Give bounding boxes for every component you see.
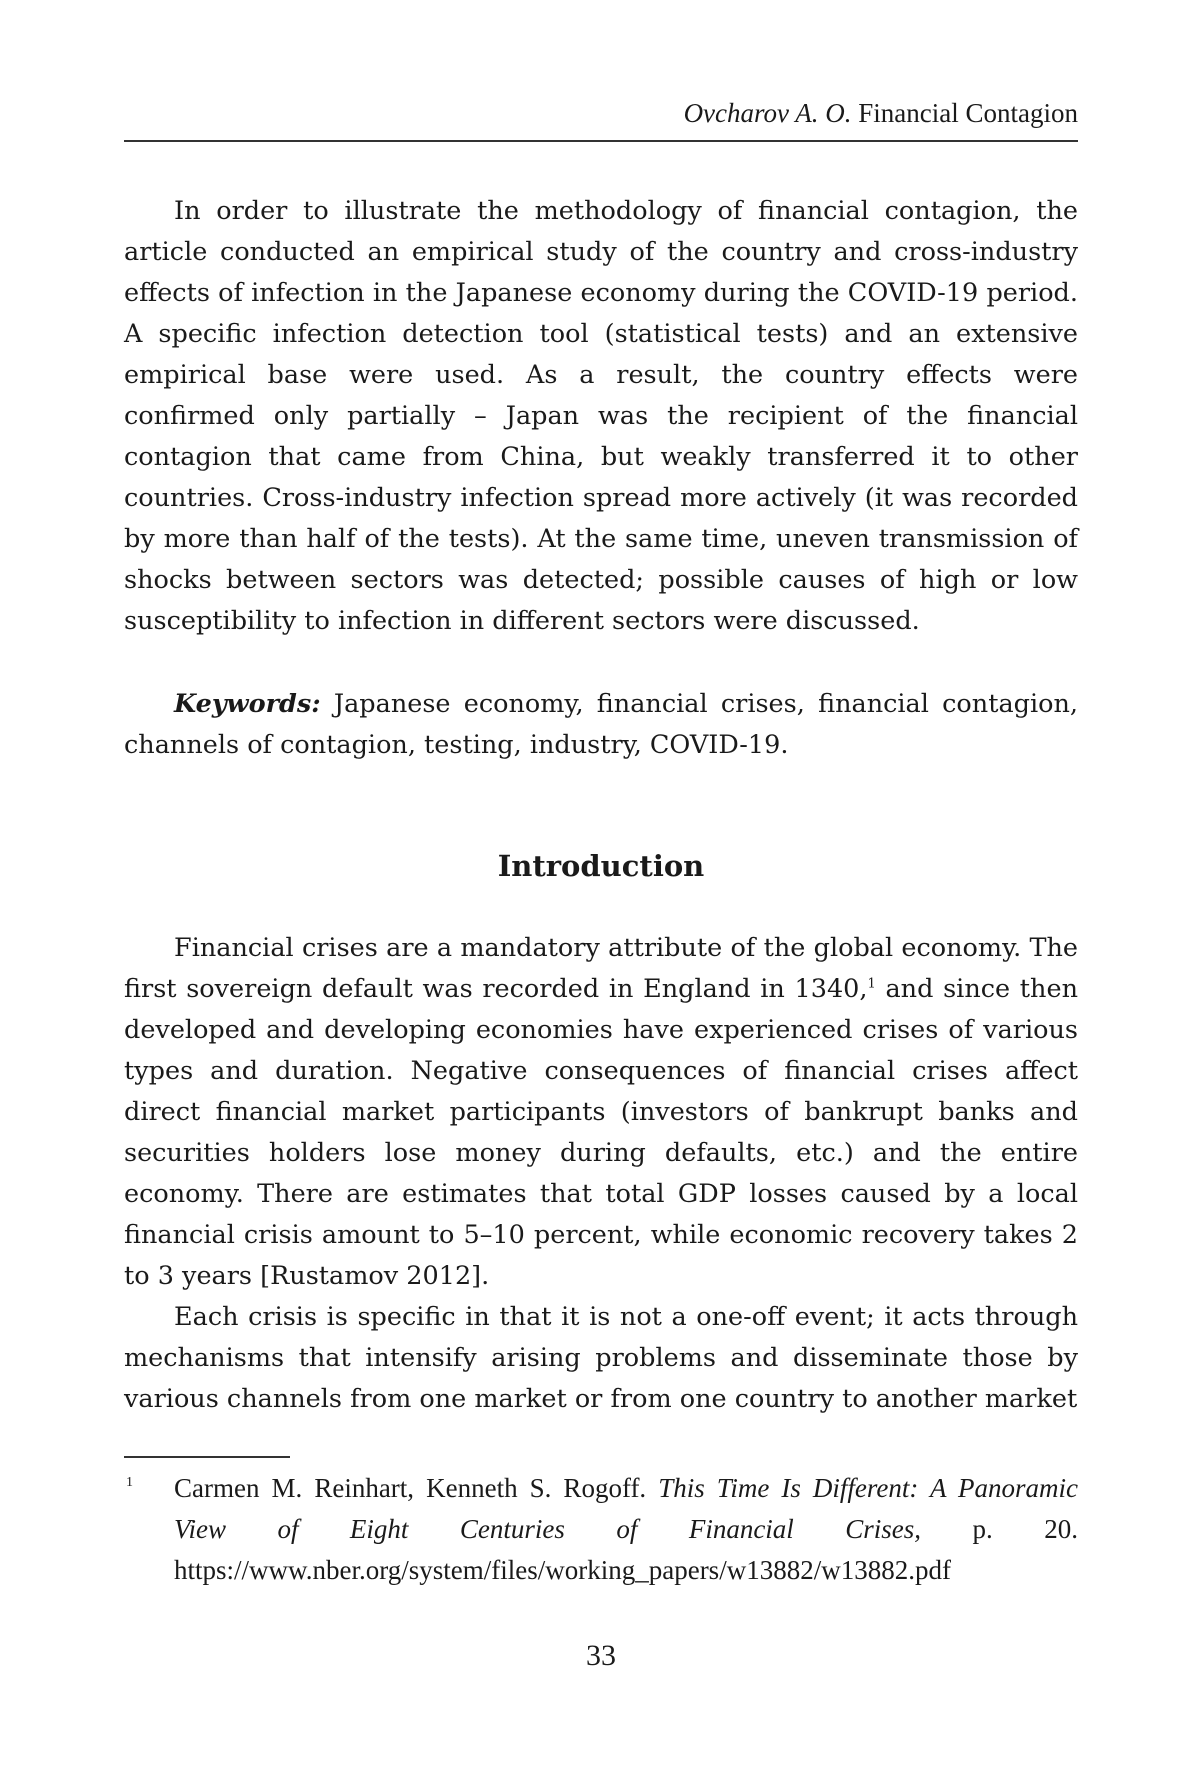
footnote-link[interactable]: p. 20. https://www.nber.org/system/files/working_papers/w13882/w13882.pdf	[174, 1514, 1078, 1585]
page-number: 33	[586, 1639, 616, 1672]
running-header	[684, 96, 1078, 130]
abstract-block	[124, 191, 1078, 642]
intro-paragraph-1	[124, 928, 1078, 1297]
footnote-book-title: This Time Is Different: A Panoramic View of Eight Centuries of Financial Crises,	[174, 1473, 1078, 1544]
header-author: Ovcharov A. O.	[683, 98, 852, 128]
introduction-body	[124, 928, 1078, 1420]
footnote-mark: 1	[126, 1475, 133, 1490]
footnote	[124, 1468, 1078, 1591]
document-page	[124, 0, 1078, 1780]
keywords-block	[124, 684, 1078, 766]
header-rule	[124, 140, 1078, 142]
footnote-rule	[124, 1456, 290, 1458]
keywords-paragraph	[124, 684, 1078, 766]
footnote-text	[174, 1468, 1078, 1591]
header-title: Financial Contagion	[858, 98, 1078, 128]
intro-paragraph-1-start: Financial crises are a mandatory attribute of the global economy. The first sovereign default was recorded in England in 1340,	[124, 933, 1078, 1004]
intro-paragraph-2: Each crisis is specific in that it is not a one-off event; it acts through mechanisms that intensify arising problems and disseminate those by various channels from one market or from one country to another market	[124, 1302, 1078, 1414]
footnote-authors: Carmen M. Reinhart, Kenneth S. Rogoff.	[174, 1473, 659, 1503]
footnote-reference[interactable]: 1	[867, 976, 876, 992]
keywords-label: Keywords:	[174, 689, 321, 719]
abstract-paragraph: In order to illustrate the methodology of financial contagion, the article conducted an empirical study of the country and cross-industry effects of infection in the Japanese economy during the COVID-19 period. A specific infection detection tool (statistical tests) and an extensive empirical base were used. As a result, the country effects were confirmed only partially – Japan was the recipient of the financial contagion that came from China, but weakly transferred it to other countries. Cross-industry infection spread more actively (it was recorded by more than half of the tests). At the same time, uneven transmission of shocks between sectors was detected; possible causes of high or low susceptibility to infection in different sectors were discussed.	[124, 196, 1078, 636]
keywords-text: Japanese economy, financial crises, financial contagion, channels of contagion, testing, industry, COVID-19.	[124, 689, 1079, 760]
section-heading: Introduction	[497, 849, 705, 883]
intro-paragraph-1-end: and since then developed and developing economies have experienced crises of various types and duration. Negative consequences of financial crises affect direct financial market participants (investors of bankrupt banks and securities holders lose money during defaults, etc.) and the entire economy. There are estimates that total GDP losses caused by a local financial crisis amount to 5–10 percent, while economic recovery takes 2 to 3 years [Rustamov 2012].	[124, 974, 1078, 1291]
